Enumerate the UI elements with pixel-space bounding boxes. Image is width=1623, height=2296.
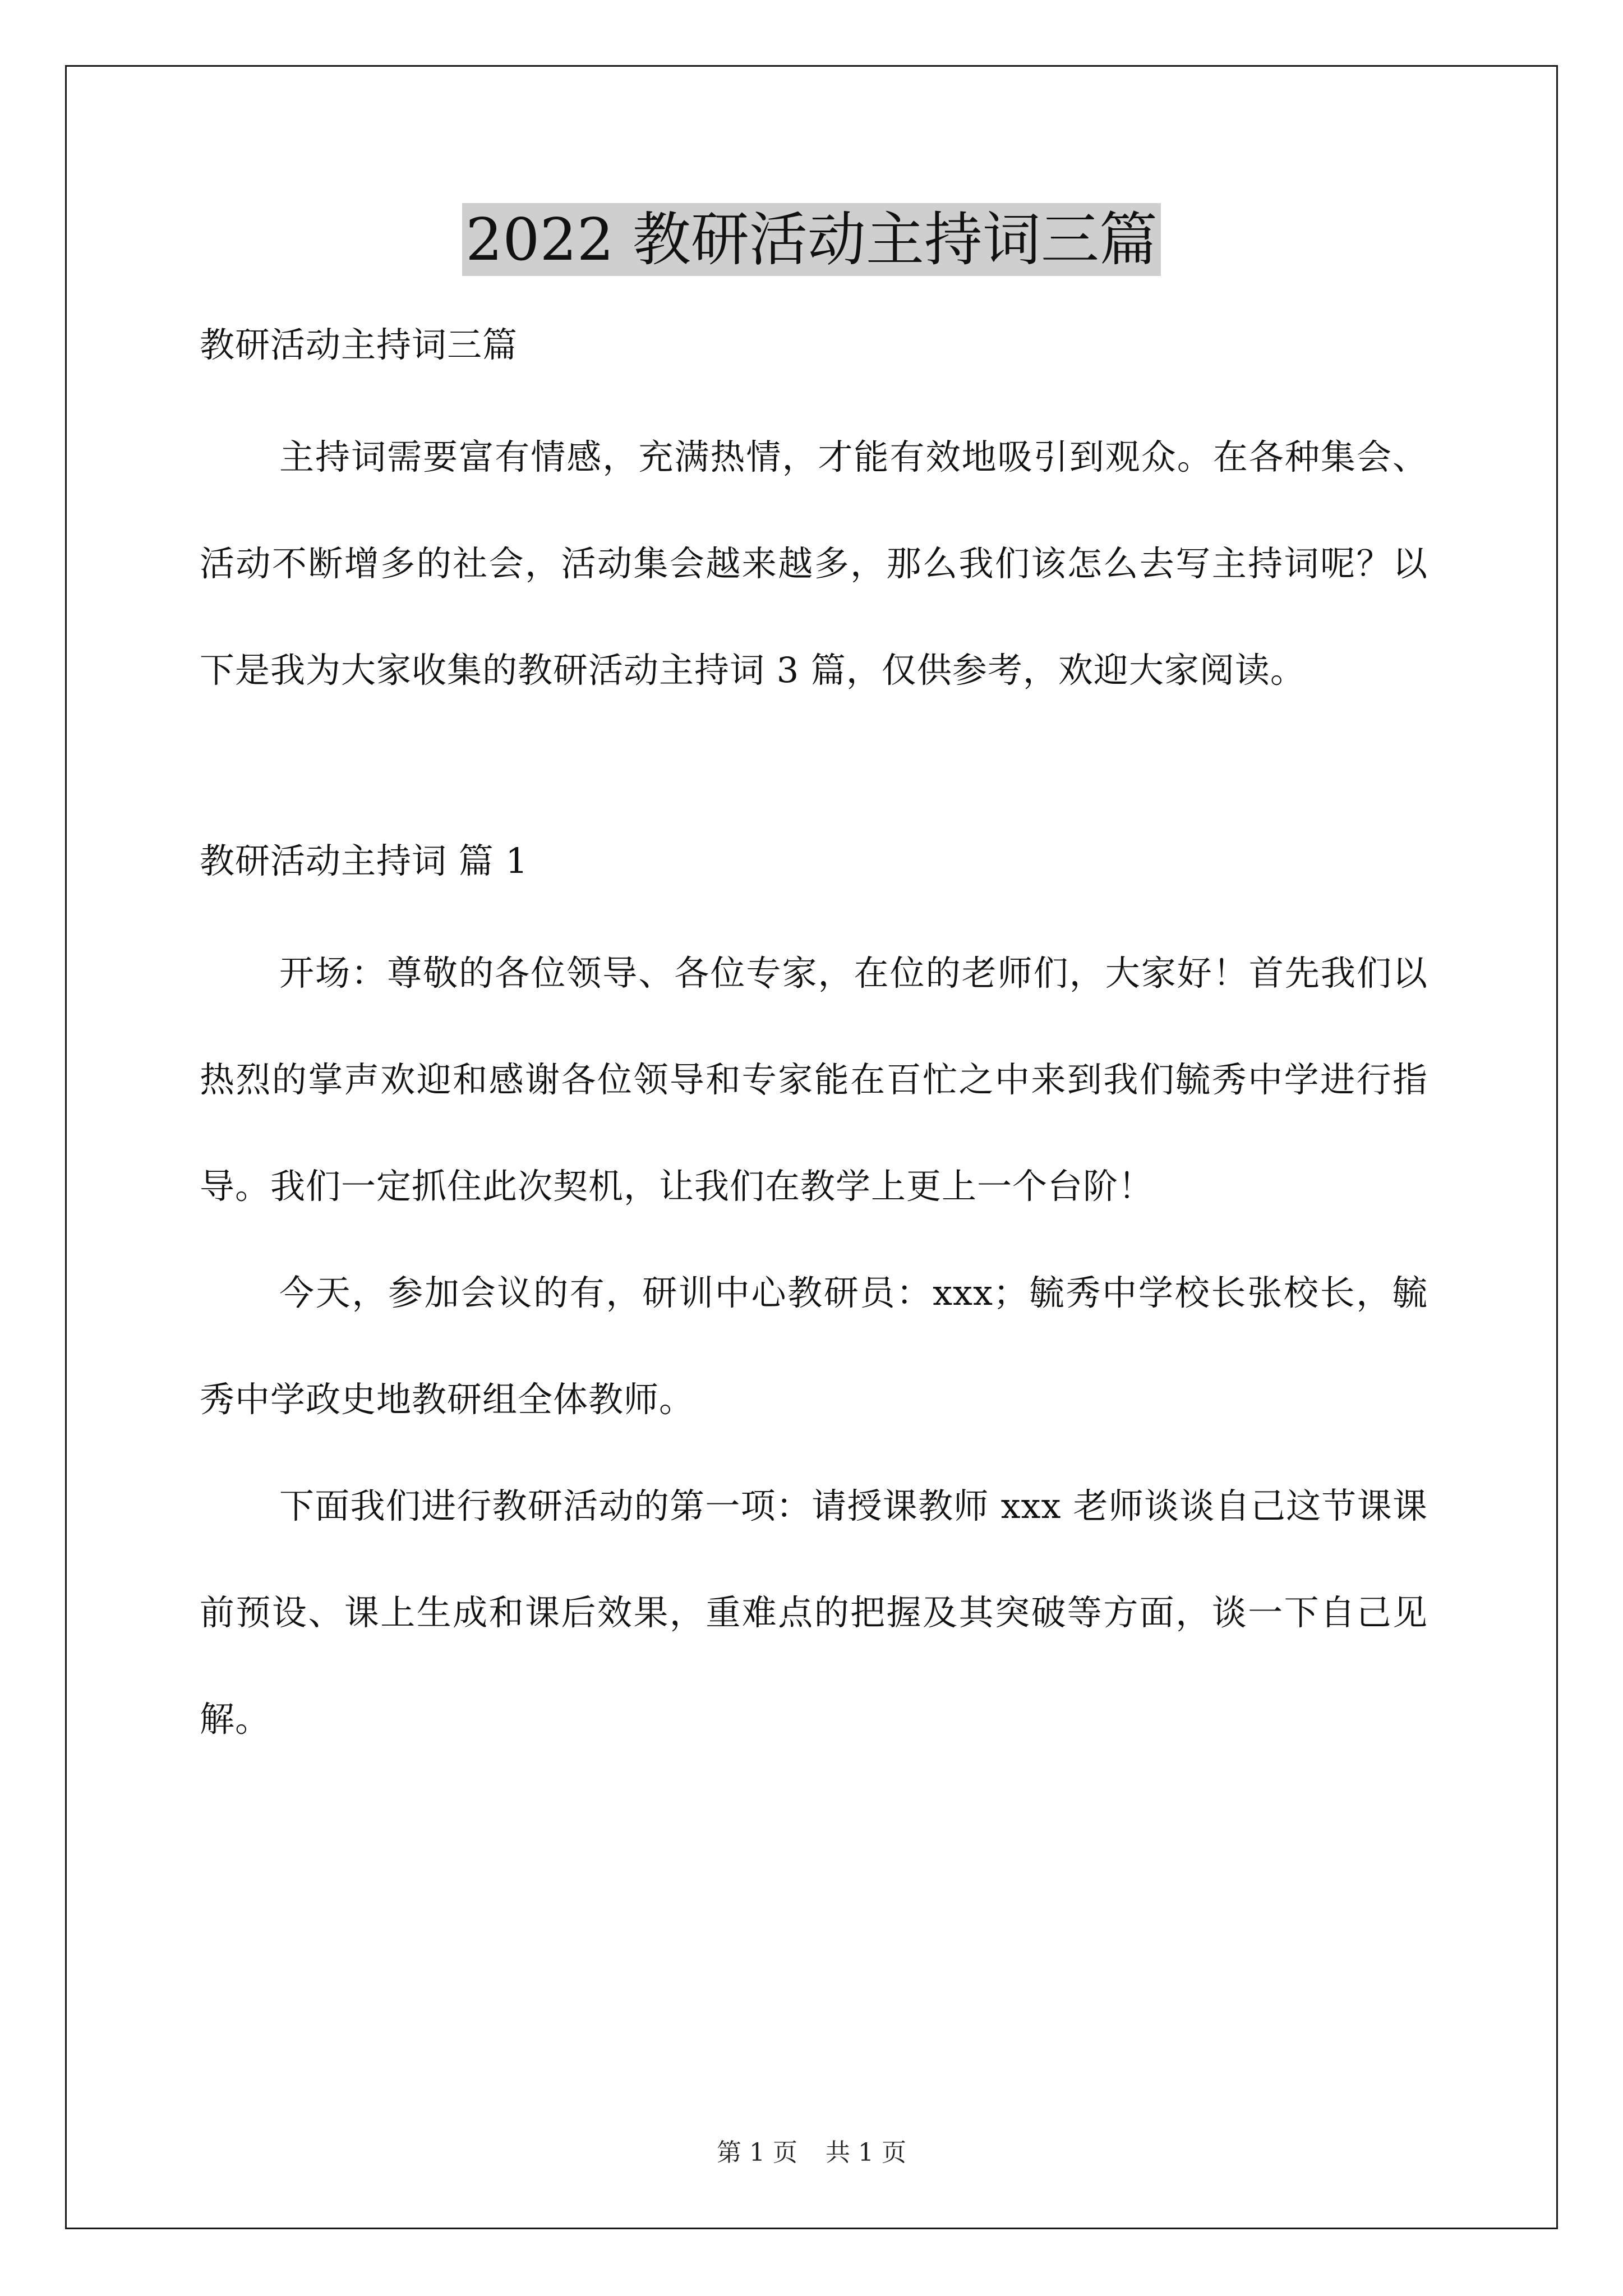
intro-paragraph: 主持词需要富有情感，充满热情，才能有效地吸引到观众。在各种集会、活动不断增多的社会，活动集会越来越多，那么我们该怎么去写主持词呢？以下是我为大家收集的教研活动主持词 3 篇，仅供参考，欢迎大家阅读。 xyxy=(200,436,1428,691)
page-footer xyxy=(0,2136,1623,2170)
page-number-total: 共 1 页 xyxy=(826,2138,906,2167)
section-paragraph-3: 下面我们进行教研活动的第一项：请授课教师 xxx 老师谈谈自己这节课课前预设、课上生成和课后效果，重难点的把握及其突破等方面，谈一下自己见解。 xyxy=(200,1485,1428,1740)
page-number-current: 第 1 页 xyxy=(717,2138,797,2167)
document-title: 2022 教研活动主持词三篇 xyxy=(462,203,1161,276)
section-paragraph-2: 今天，参加会议的有，研训中心教研员：xxx；毓秀中学校长张校长，毓秀中学政史地教研组全体教师。 xyxy=(200,1272,1428,1420)
title-container xyxy=(0,203,1623,276)
subtitle: 教研活动主持词三篇 xyxy=(200,324,518,365)
section-paragraph-1: 开场：尊敬的各位领导、各位专家，在位的老师们，大家好！首先我们以热烈的掌声欢迎和感谢各位领导和专家能在百忙之中来到我们毓秀中学进行指导。我们一定抓住此次契机，让我们在教学上更上一个台阶！ xyxy=(200,953,1428,1207)
document-body xyxy=(200,292,1428,1773)
section-heading: 教研活动主持词 篇 1 xyxy=(200,840,528,881)
